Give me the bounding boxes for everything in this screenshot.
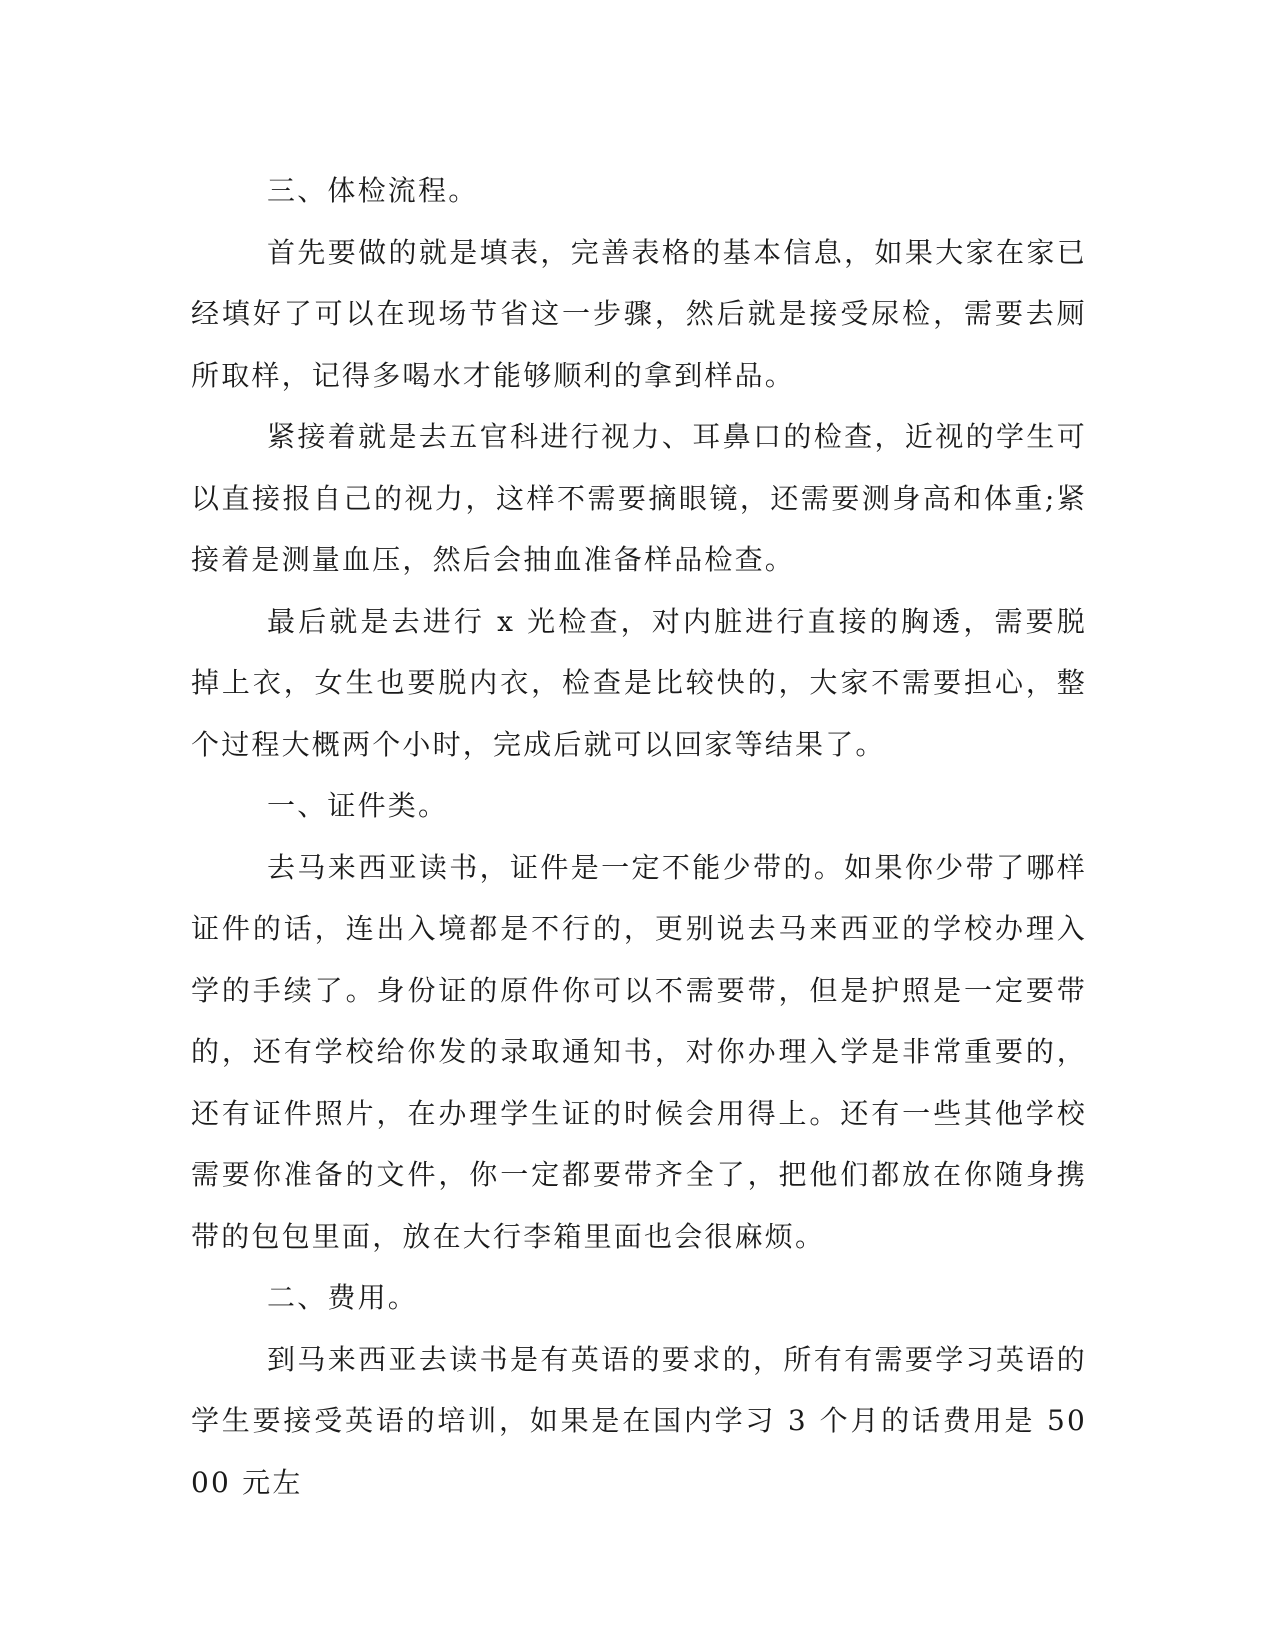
document-body [191, 160, 1087, 1513]
section-heading-documents: 一、证件类。 [267, 789, 449, 822]
paragraph-fill-form: 首先要做的就是填表，完善表格的基本信息，如果大家在家已经填好了可以在现场节省这一步骤，然后就是接受尿检，需要去厕所取样，记得多喝水才能够顺利的拿到样品。 [191, 235, 1087, 392]
paragraph-documents: 去马来西亚读书，证件是一定不能少带的。如果你少带了哪样证件的话，连出入境都是不行的，更别说去马来西亚的学校办理入学的手续了。身份证的原件你可以不需要带，但是护照是一定要带的，还有学校给你发的录取通知书，对你办理入学是非常重要的，还有证件照片，在办理学生证的时候会用得上。还有一些其他学校需要你准备的文件，你一定都要带齐全了，把他们都放在你随身携带的包包里面，放在大行李箱里面也会很麻烦。 [191, 850, 1087, 1253]
paragraph-fees: 到马来西亚去读书是有英语的要求的，所有有需要学习英语的学生要接受英语的培训，如果是在国内学习 3 个月的话费用是 5000 元左 [191, 1342, 1087, 1499]
section-heading-exam-process: 三、体检流程。 [267, 174, 479, 207]
paragraph-xray: 最后就是去进行 x 光检查，对内脏进行直接的胸透，需要脱掉上衣，女生也要脱内衣，检查是比较快的，大家不需要担心，整个过程大概两个小时，完成后就可以回家等结果了。 [191, 604, 1087, 761]
paragraph-ent-exam: 紧接着就是去五官科进行视力、耳鼻口的检查，近视的学生可以直接报自己的视力，这样不需要摘眼镜，还需要测身高和体重;紧接着是测量血压，然后会抽血准备样品检查。 [191, 420, 1087, 576]
section-heading-fees: 二、费用。 [267, 1281, 419, 1314]
